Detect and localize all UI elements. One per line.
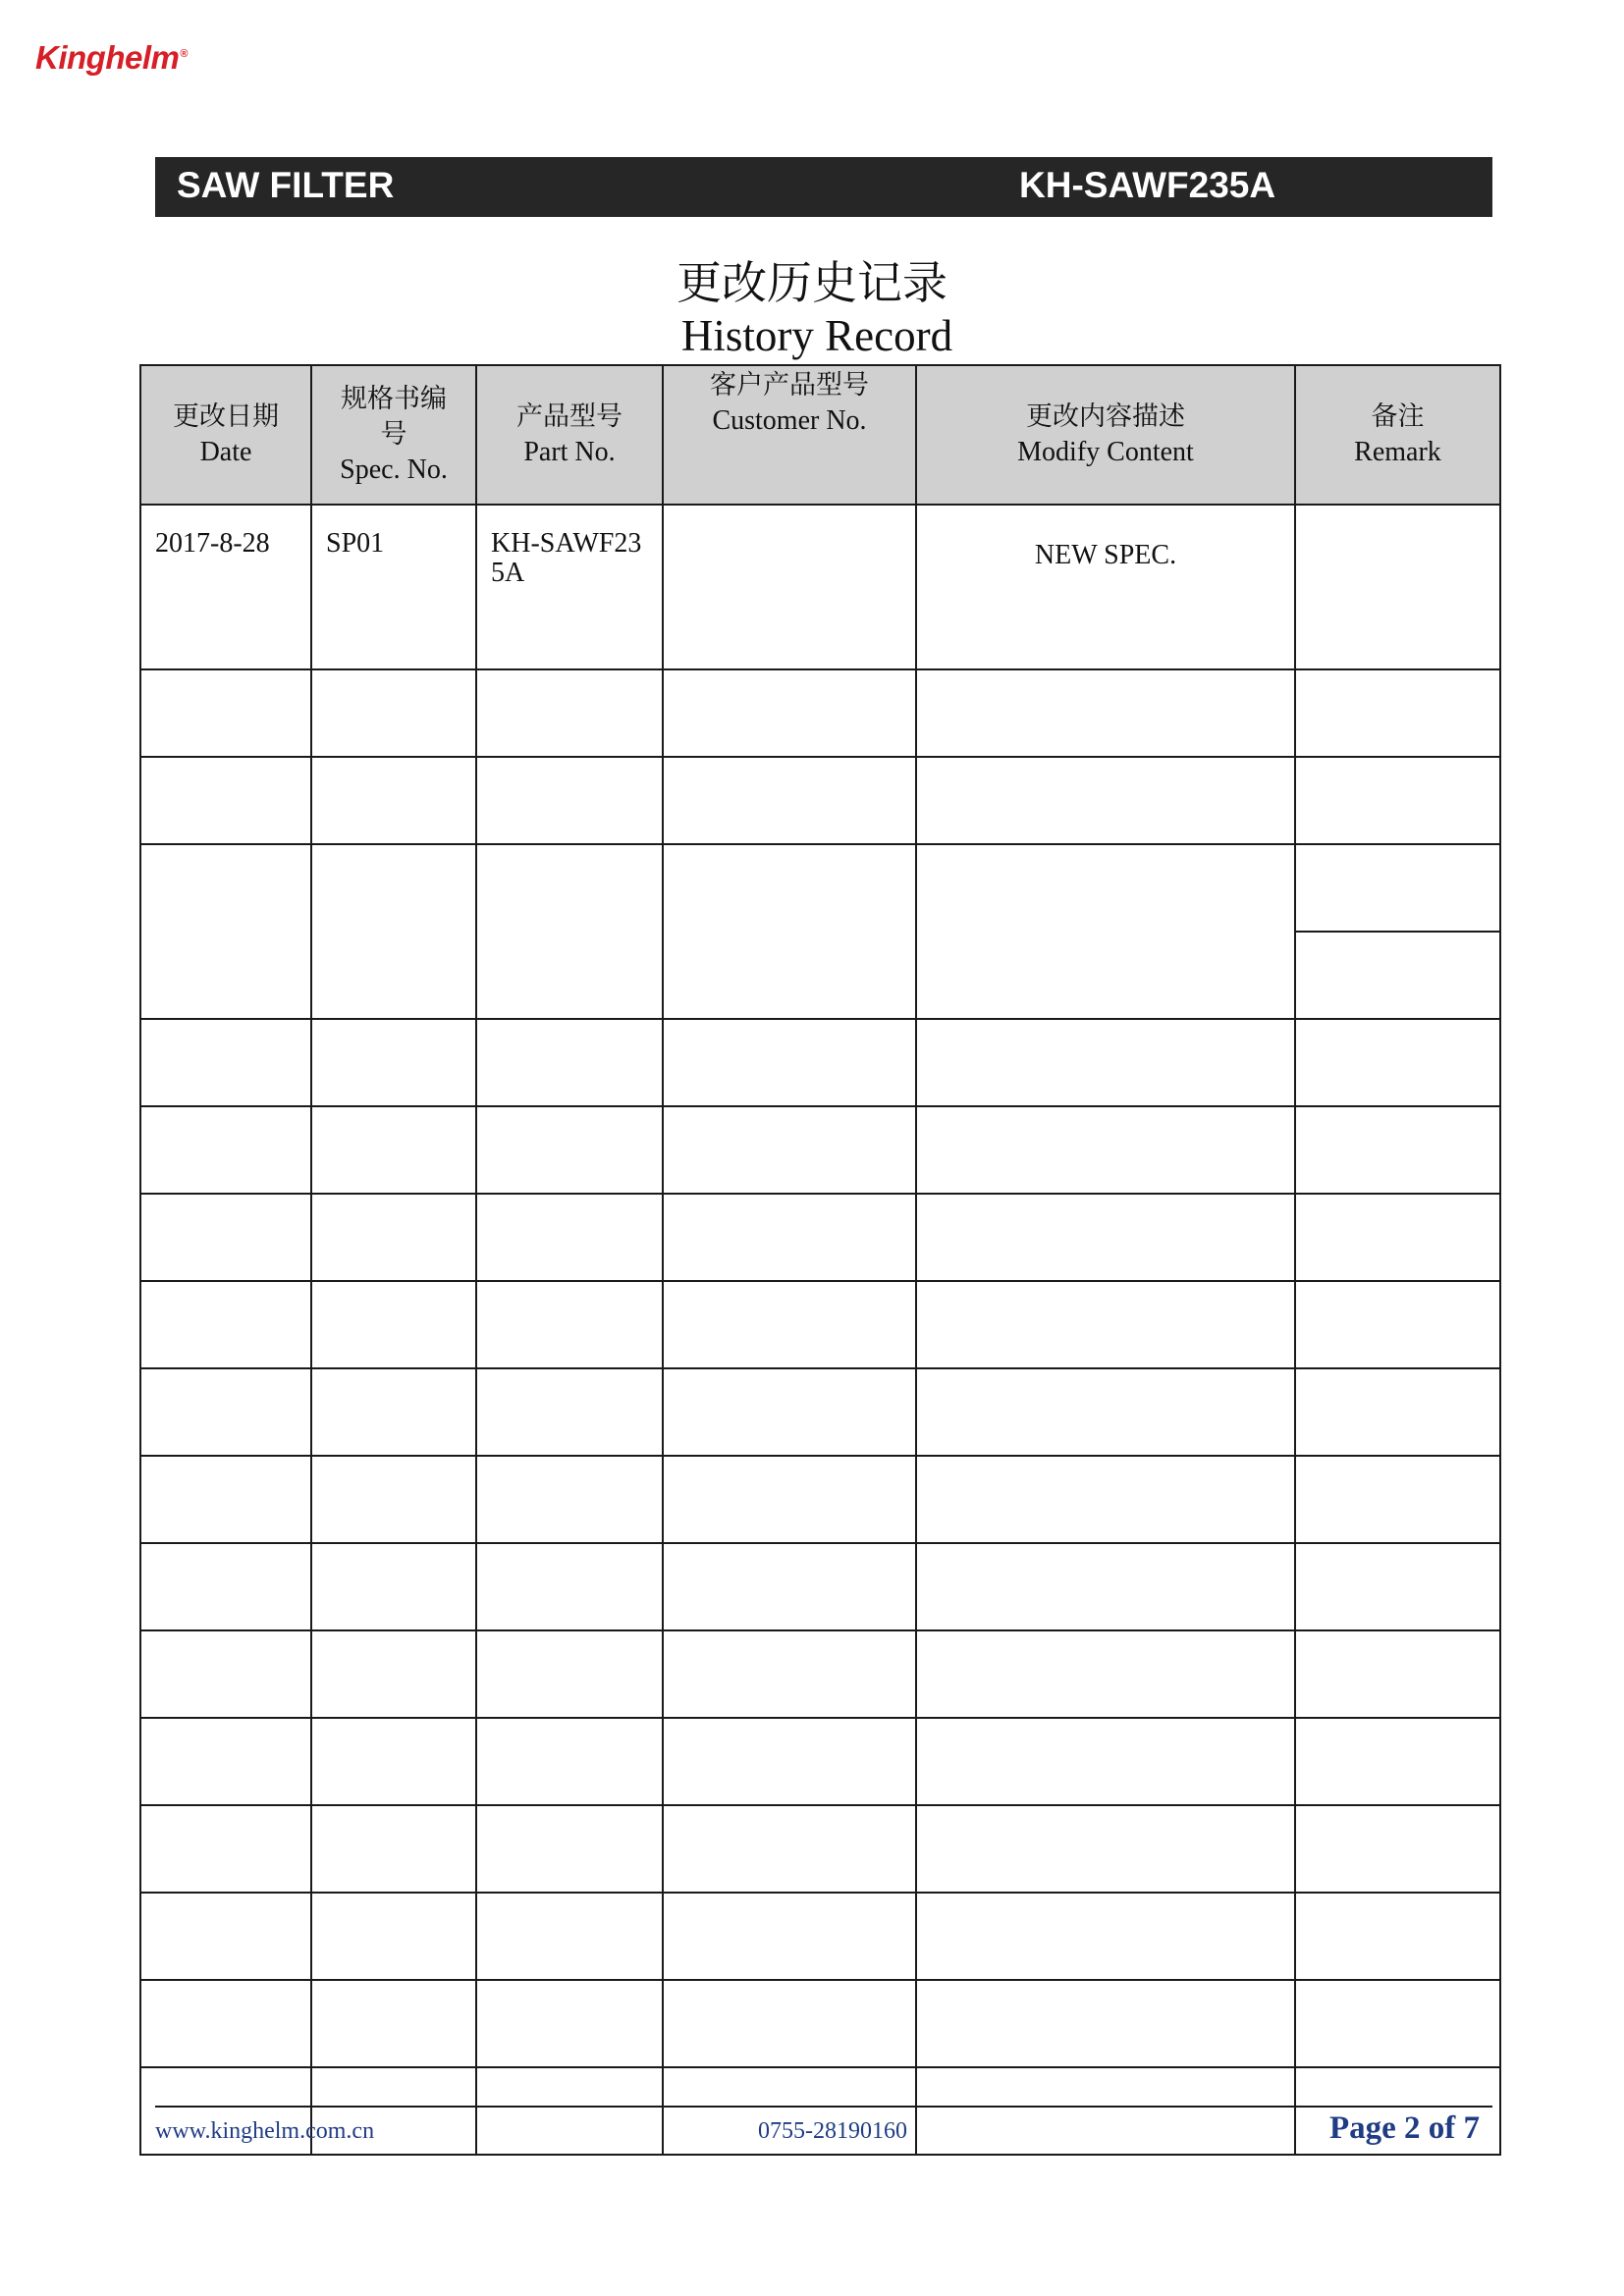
logo-text: Kinghelm xyxy=(35,39,180,76)
table-row xyxy=(140,844,1500,932)
header-spec-cn: 规格书编号 xyxy=(341,384,447,450)
header-spec-no xyxy=(311,365,476,505)
header-date xyxy=(140,365,311,505)
table-row xyxy=(140,1630,1500,1718)
table-row xyxy=(140,1194,1500,1281)
footer-phone: 0755-28190160 xyxy=(758,2118,907,2144)
cell-remark xyxy=(1295,505,1500,669)
cell-date: 2017-8-28 xyxy=(140,505,311,669)
header-modify-en: Modify Content xyxy=(1017,437,1194,467)
header-date-cn: 更改日期 xyxy=(173,401,279,432)
table-row xyxy=(140,1456,1500,1543)
cell-spec-no: SP01 xyxy=(311,505,476,669)
page-title-chinese: 更改历史记录 xyxy=(677,256,947,309)
table-row xyxy=(140,669,1500,757)
header-part-en: Part No. xyxy=(523,437,616,467)
cell-customer-no xyxy=(663,505,916,669)
table-row xyxy=(140,1980,1500,2067)
footer-page-number: Page 2 of 7 xyxy=(1329,2110,1481,2146)
cell-part-no: KH-SAWF235A xyxy=(476,505,663,669)
header-customer-no xyxy=(663,365,916,505)
table-row xyxy=(140,1106,1500,1194)
header-part-no xyxy=(476,365,663,505)
table-row xyxy=(140,1805,1500,1893)
footer-website[interactable]: www.kinghelm.com.cn xyxy=(155,2118,375,2144)
table-row xyxy=(140,1019,1500,1106)
header-customer-en: Customer No. xyxy=(712,405,867,436)
banner-product-type: SAW FILTER xyxy=(177,165,395,205)
table-row xyxy=(140,1718,1500,1805)
header-remark-en: Remark xyxy=(1354,437,1441,467)
header-remark xyxy=(1295,365,1500,505)
header-date-en: Date xyxy=(199,437,252,467)
table-row xyxy=(140,505,1500,669)
registered-mark: ® xyxy=(180,48,188,60)
footer-divider xyxy=(155,2106,1492,2108)
header-banner xyxy=(155,157,1492,217)
table-row xyxy=(140,757,1500,844)
header-modify-content xyxy=(916,365,1295,505)
history-record-table xyxy=(139,364,1501,2156)
table-row xyxy=(140,1543,1500,1630)
page-title-english: History Record xyxy=(680,311,953,360)
kinghelm-logo xyxy=(35,39,188,77)
table-row xyxy=(140,1281,1500,1368)
header-remark-cn: 备注 xyxy=(1371,401,1425,432)
header-modify-cn: 更改内容描述 xyxy=(1026,401,1185,432)
cell-modify-content: NEW SPEC. xyxy=(916,505,1295,669)
banner-part-number: KH-SAWF235A xyxy=(1019,165,1276,205)
header-spec-en: Spec. No. xyxy=(340,454,448,485)
header-part-cn: 产品型号 xyxy=(516,401,623,432)
table-row xyxy=(140,1893,1500,1980)
table-row xyxy=(140,1368,1500,1456)
header-customer-cn: 客户产品型号 xyxy=(710,370,869,400)
table-header-row xyxy=(140,365,1500,505)
